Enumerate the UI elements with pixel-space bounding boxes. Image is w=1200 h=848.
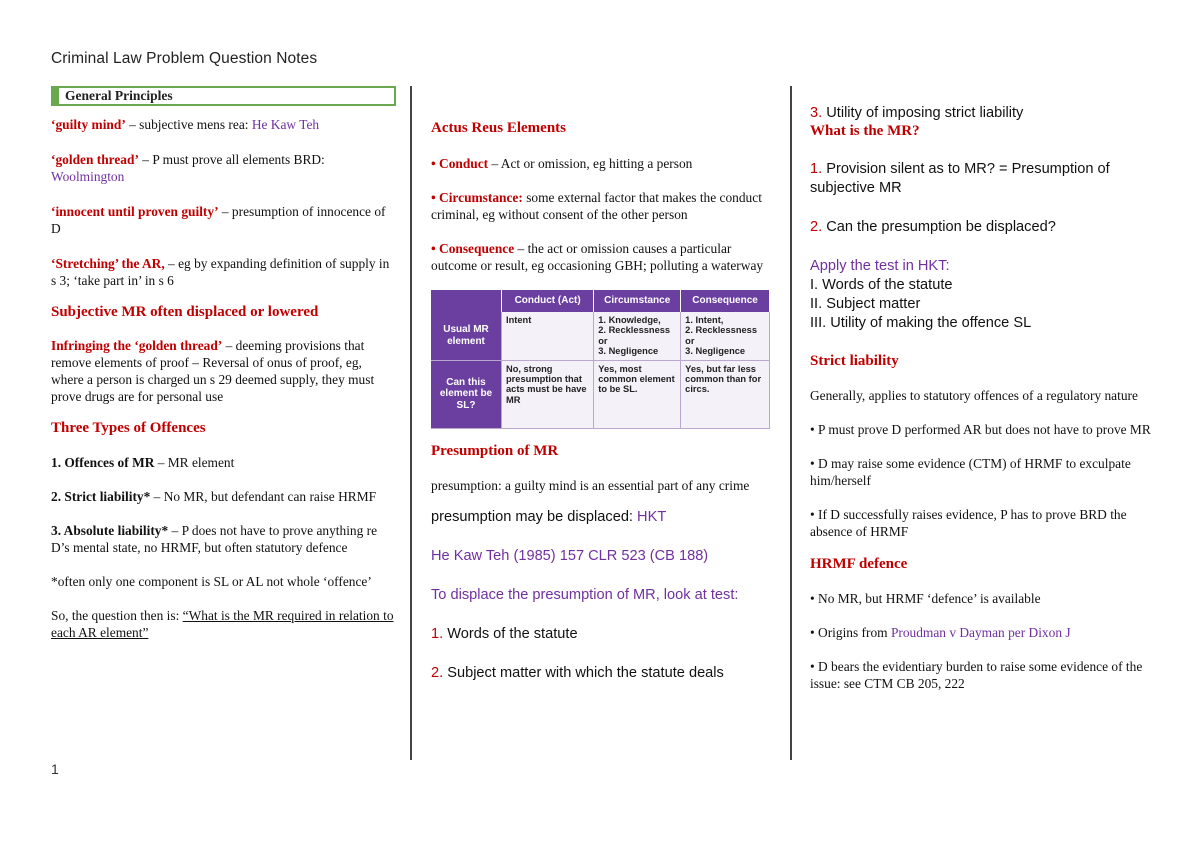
- column-2: [431, 120, 776, 683]
- table-cell: Yes, most common element to be SL.: [594, 360, 681, 428]
- conduct-para: • Conduct – Act or omission, eg hitting a person: [431, 156, 693, 171]
- table-header-circumstance: Circumstance: [594, 290, 681, 312]
- column-1: [51, 86, 396, 641]
- hrmf-bullet-1: • No MR, but HRMF ‘defence’ is available: [810, 591, 1041, 606]
- what-is-mr-heading: What is the MR?: [810, 123, 920, 139]
- golden-thread-para: ‘golden thread’ – P must prove all elements BRD: Woolmington: [51, 152, 325, 184]
- sl-bullet-1: • P must prove D performed AR but does not have to prove MR: [810, 422, 1151, 437]
- apply-test: Apply the test in HKT:: [810, 258, 950, 274]
- table-cell: No, strong presumption that acts must be have MR: [502, 360, 594, 428]
- page-title: Criminal Law Problem Question Notes: [51, 50, 318, 67]
- mr-question-1: 1. Provision silent as to MR? = Presumption of subjective MR: [810, 161, 1110, 196]
- hkt-citation: He Kaw Teh (1985) 157 CLR 523 (CB 188): [431, 547, 709, 564]
- innocent-para: ‘innocent until proven guilty’ – presumption of innocence of D: [51, 204, 386, 236]
- test-para: To displace the presumption of MR, look at test:: [431, 586, 739, 603]
- hrmf-bullet-3: • D bears the evidentiary burden to raise some evidence of the issue: see CTM CB 205, 222: [810, 659, 1143, 691]
- mr-elements-table: [431, 290, 770, 429]
- test-item-1: 1. Words of the statute: [431, 625, 578, 642]
- mr-question-2: 2. Can the presumption be displaced?: [810, 219, 1056, 235]
- guilty-mind-para: ‘guilty mind’ – subjective mens rea: He Kaw Teh: [51, 117, 320, 132]
- displace-para: presumption may be displaced: HKT: [431, 508, 667, 525]
- table-corner: [431, 290, 502, 312]
- circumstance-para: • Circumstance: some external factor that makes the conduct criminal, eg without consent of the other person: [431, 190, 762, 222]
- subjective-mr-heading: Subjective MR often displaced or lowered: [51, 304, 319, 320]
- hrmf-heading: HRMF defence: [810, 556, 908, 572]
- table-cell: 1. Intent, 2. Recklessness or 3. Negligence: [681, 312, 770, 360]
- footnote: *often only one component is SL or AL not whole ‘offence’: [51, 574, 372, 589]
- hrmf-bullet-2: • Origins from Proudman v Dayman per Dixon J: [810, 625, 1071, 640]
- test-roman-2: II. Subject matter: [810, 296, 921, 312]
- type-3: 3. Absolute liability* – P does not have to prove anything re D’s mental state, no HRMF, but often statutory defence: [51, 523, 378, 555]
- consequence-para: • Consequence – the act or omission causes a particular outcome or result, eg occasioning GBH; polluting a waterway: [431, 241, 764, 273]
- table-header-conduct: Conduct (Act): [502, 290, 594, 312]
- table-header-consequence: Consequence: [681, 290, 770, 312]
- presumption-text: presumption: a guilty mind is an essential part of any crime: [431, 477, 750, 493]
- three-types-heading: Three Types of Offences: [51, 420, 206, 436]
- column-divider: [790, 86, 792, 760]
- table-row-head: Can this element be SL?: [431, 360, 502, 428]
- table-cell: Yes, but far less common than for circs.: [681, 360, 770, 428]
- question-para: So, the question then is: “What is the MR required in relation to each AR element”: [51, 608, 394, 640]
- type-1: 1. Offences of MR – MR element: [51, 455, 235, 470]
- sl-bullet-3: • If D successfully raises evidence, P has to prove BRD the absence of HRMF: [810, 507, 1127, 539]
- sl-bullet-2: • D may raise some evidence (CTM) of HRMF to exculpate him/herself: [810, 456, 1131, 488]
- general-principles-heading: General Principles: [51, 86, 396, 106]
- column-divider: [410, 86, 412, 760]
- test-roman-3: III. Utility of making the offence SL: [810, 315, 1032, 331]
- test-roman-1: I. Words of the statute: [810, 277, 953, 293]
- table-cell: Intent: [502, 312, 594, 360]
- infringing-para: Infringing the ‘golden thread’ – deeming provisions that remove elements of proof – Reversal of onus of proof, eg, where a person is charged un s 29 deemed supply, they must prove drugs are for personal use: [51, 338, 375, 404]
- stretching-para: ‘Stretching’ the AR, – eg by expanding definition of supply in s 3; ‘take part in’ in s 6: [51, 256, 390, 288]
- actus-reus-heading: Actus Reus Elements: [431, 120, 566, 136]
- strict-liability-heading: Strict liability: [810, 353, 899, 369]
- table-cell: 1. Knowledge, 2. Recklessness or 3. Negligence: [594, 312, 681, 360]
- presumption-heading: Presumption of MR: [431, 442, 559, 459]
- page-number: 1: [51, 761, 59, 777]
- table-row-head: Usual MR element: [431, 312, 502, 360]
- test-item-2: 2. Subject matter with which the statute deals: [431, 664, 724, 681]
- sl-text: Generally, applies to statutory offences of a regulatory nature: [810, 388, 1138, 403]
- test-item-3: 3. Utility of imposing strict liability: [810, 105, 1024, 121]
- column-3: [810, 104, 1160, 692]
- type-2: 2. Strict liability* – No MR, but defendant can raise HRMF: [51, 489, 377, 504]
